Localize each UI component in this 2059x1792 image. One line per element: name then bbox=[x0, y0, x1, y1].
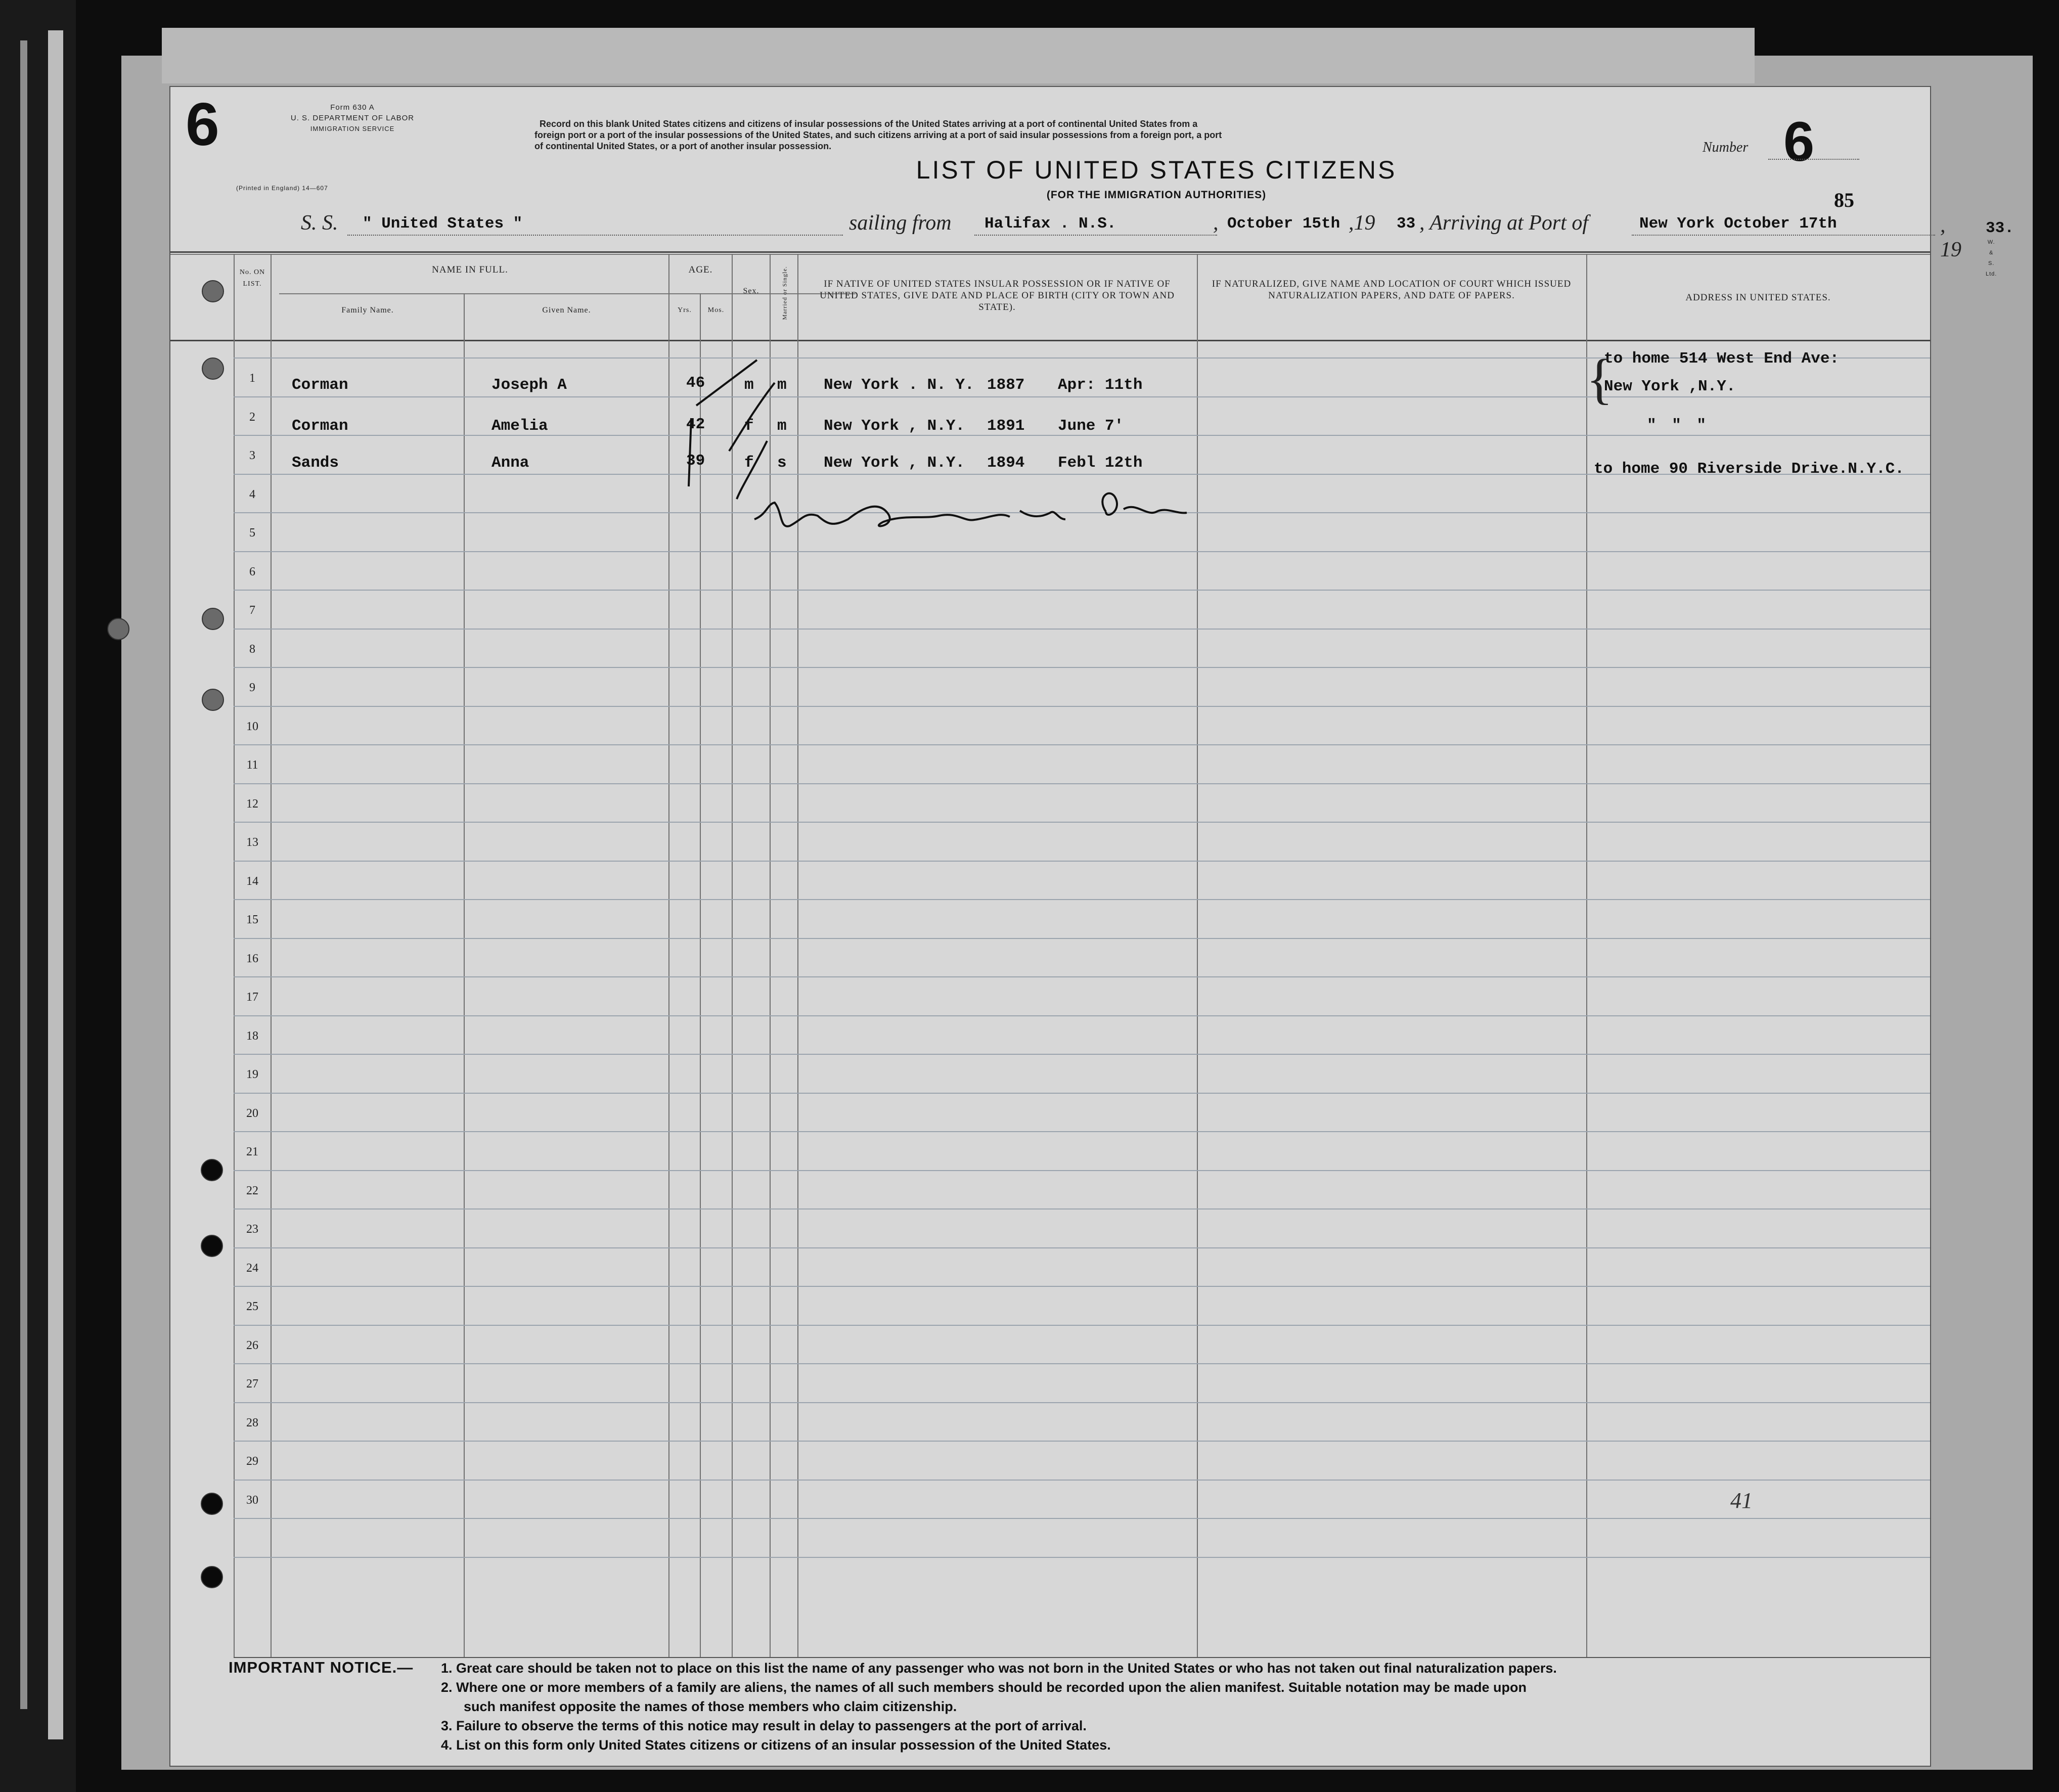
arriving-label-text: Arriving at Port of bbox=[1429, 211, 1589, 235]
row-rule bbox=[234, 899, 1930, 900]
row-number: 3 bbox=[249, 449, 255, 463]
col-family-name: Family Name. bbox=[341, 306, 394, 315]
arrival-year: 33. bbox=[1986, 219, 2014, 237]
punch-hole bbox=[201, 1566, 223, 1588]
address-line: New York ,N.Y. bbox=[1604, 378, 1736, 395]
row-number: 5 bbox=[249, 526, 255, 540]
sex: m bbox=[744, 376, 754, 394]
punch-hole bbox=[202, 689, 224, 711]
row-number: 28 bbox=[246, 1416, 258, 1429]
row-rule bbox=[234, 1441, 1930, 1442]
birthplace: New York , N.Y. bbox=[824, 454, 965, 472]
background-left-page bbox=[0, 0, 76, 1792]
row-rule bbox=[234, 1480, 1930, 1481]
address-line: to home 514 West End Ave: bbox=[1604, 350, 1840, 368]
row-number: 9 bbox=[249, 681, 255, 695]
punch-hole bbox=[201, 1159, 223, 1181]
arriving-label: , Arriving at Port of bbox=[1419, 211, 1589, 235]
check-mark-stroke bbox=[689, 418, 691, 486]
row-rule bbox=[234, 1131, 1930, 1132]
col-age-mos: Mos. bbox=[707, 306, 725, 314]
year-prefix-text: 19 bbox=[1354, 211, 1375, 235]
arrival-year-prefix: , 19 bbox=[1940, 214, 1961, 261]
address-ditto: " " " bbox=[1647, 417, 1710, 434]
row-number: 29 bbox=[246, 1455, 258, 1468]
birth-year: 1887 bbox=[987, 376, 1025, 394]
address-line: to home 90 Riverside Drive.N.Y.C. bbox=[1594, 460, 1904, 478]
col-given-name: Given Name. bbox=[542, 306, 591, 315]
col-birthplace: IF NATIVE OF UNITED STATES INSULAR POSSESSION OR IF NATIVE OF UNITED STATES, GIVE DATE AND PLACE OF BIRTH (CITY OR TOWN AND STATE). bbox=[820, 279, 1175, 312]
row-rule bbox=[234, 590, 1930, 591]
age-years: 39 bbox=[686, 452, 705, 470]
form-id: Form 630 A bbox=[330, 103, 375, 112]
year-prefix: ,19 bbox=[1349, 211, 1375, 235]
row-rule bbox=[234, 1208, 1930, 1209]
address-bracket: { bbox=[1586, 348, 1613, 410]
row-rule bbox=[234, 1325, 1930, 1326]
number-label: Number bbox=[1703, 140, 1749, 155]
check-mark-stroke bbox=[737, 441, 767, 499]
given-name: Anna bbox=[491, 454, 529, 472]
check-mark-stroke bbox=[696, 360, 757, 406]
col-sex: Sex. bbox=[743, 287, 759, 295]
given-name: Joseph A bbox=[491, 376, 567, 394]
background-sheet-top-edge bbox=[162, 28, 1755, 83]
row-number: 10 bbox=[246, 720, 258, 733]
departure-port: Halifax . N.S. bbox=[984, 215, 1116, 233]
age-years: 42 bbox=[686, 416, 705, 433]
family-name: Sands bbox=[292, 454, 339, 472]
row-number: 15 bbox=[246, 913, 258, 927]
departure-year: 33 bbox=[1397, 215, 1416, 233]
row-number: 22 bbox=[246, 1184, 258, 1197]
row-rule bbox=[234, 667, 1930, 668]
birth-date: Febl 12th bbox=[1058, 454, 1143, 472]
marital-status: s bbox=[777, 454, 787, 472]
manifest-sheet bbox=[169, 86, 2014, 1767]
instruction-line: Record on this blank United States citizens and citizens of insular possessions of the United States arriving at a port of continental United States from a bbox=[540, 119, 1198, 129]
notice-item: such manifest opposite the names of those members who claim citizenship. bbox=[464, 1699, 957, 1714]
ship-name: " United States " bbox=[363, 215, 523, 233]
row-number: 30 bbox=[246, 1493, 258, 1507]
birth-date: Apr: 11th bbox=[1058, 376, 1143, 394]
row-rule bbox=[234, 1402, 1930, 1403]
birth-year: 1894 bbox=[987, 454, 1025, 472]
row-rule bbox=[234, 938, 1930, 939]
row-number: 16 bbox=[246, 952, 258, 965]
birthplace: New York , N.Y. bbox=[824, 417, 965, 435]
department: U. S. DEPARTMENT OF LABOR bbox=[290, 114, 415, 122]
row-rule bbox=[234, 1054, 1930, 1055]
col-age-yrs: Yrs. bbox=[678, 306, 692, 314]
row-number: 8 bbox=[249, 642, 255, 656]
row-rule bbox=[234, 706, 1930, 707]
handwriting-layer bbox=[666, 320, 1414, 532]
background-page-edge bbox=[48, 30, 63, 1739]
printer-mark: W. & S. Ltd. bbox=[1986, 239, 1997, 277]
signature-stroke bbox=[1124, 507, 1187, 513]
row-rule bbox=[234, 861, 1930, 862]
row-number: 17 bbox=[246, 991, 258, 1004]
birthplace: New York . N. Y. bbox=[824, 376, 974, 394]
row-number: 13 bbox=[246, 836, 258, 849]
col-name-in-full: NAME IN FULL. bbox=[432, 264, 508, 275]
background-binder-strip bbox=[20, 40, 27, 1709]
punch-hole bbox=[201, 1235, 223, 1257]
row-rule bbox=[234, 1093, 1930, 1094]
row-number: 19 bbox=[246, 1068, 258, 1082]
row-number: 1 bbox=[249, 372, 255, 385]
corner-number: 41 bbox=[1730, 1488, 1753, 1513]
comma: , bbox=[1213, 211, 1219, 235]
notice-item: 4. List on this form only United States citizens or citizens of an insular possession of the United States. bbox=[441, 1737, 1111, 1753]
row-number: 12 bbox=[246, 797, 258, 811]
age-years: 46 bbox=[686, 374, 705, 392]
notice-heading: IMPORTANT NOTICE.— bbox=[229, 1659, 414, 1676]
row-number: 11 bbox=[246, 758, 258, 772]
printed-note: (Printed in England) 14—607 bbox=[236, 185, 328, 192]
col-naturalization: IF NATURALIZED, GIVE NAME AND LOCATION OF COURT WHICH ISSUED NATURALIZATION PAPERS, AND DATE OF PAPERS. bbox=[1212, 279, 1572, 301]
ss-label: S. S. bbox=[301, 211, 338, 235]
col-married: Married or Single. bbox=[781, 266, 788, 320]
row-number: 2 bbox=[249, 410, 255, 424]
punch-hole bbox=[202, 357, 224, 380]
marital-status: m bbox=[777, 376, 787, 394]
arrival-port-date: New York October 17th bbox=[1639, 215, 1837, 233]
sailing-from-label: sailing from bbox=[849, 211, 952, 235]
row-rule bbox=[234, 551, 1930, 552]
instruction-line: foreign port or a port of the insular possessions of the United States, and such citizens arriving at a port of said insular possessions from a foreign port, a port bbox=[534, 130, 1222, 140]
family-name: Corman bbox=[292, 376, 348, 394]
row-rule bbox=[234, 1557, 1930, 1558]
instructions bbox=[534, 118, 1768, 152]
col-no-on-list: No. ON LIST. bbox=[239, 268, 265, 288]
row-rule bbox=[234, 629, 1930, 630]
row-rule bbox=[234, 1170, 1930, 1171]
page-title: LIST OF UNITED STATES CITIZENS bbox=[916, 156, 1397, 184]
left-form-number: 6 bbox=[186, 91, 219, 158]
row-number: 26 bbox=[246, 1338, 258, 1352]
row-number: 14 bbox=[246, 874, 258, 888]
form-number: 6 bbox=[1783, 111, 1815, 173]
row-number: 24 bbox=[246, 1261, 258, 1275]
notice-item: 2. Where one or more members of a family are aliens, the names of all such members should be recorded upon the alien manifest. Suitable notation may be made upon bbox=[441, 1680, 1527, 1695]
row-rule bbox=[234, 744, 1930, 745]
notice-item: 3. Failure to observe the terms of this notice may result in delay to passengers at the port of arrival. bbox=[441, 1718, 1087, 1733]
row-rule bbox=[234, 1247, 1930, 1248]
sex: f bbox=[744, 417, 754, 435]
row-number: 25 bbox=[246, 1300, 258, 1314]
row-rule bbox=[234, 1286, 1930, 1287]
punch-hole bbox=[107, 618, 129, 640]
form-id-block bbox=[261, 102, 443, 134]
row-number: 20 bbox=[246, 1106, 258, 1120]
page-number: 85 bbox=[1834, 189, 1854, 211]
birth-date: June 7' bbox=[1058, 417, 1124, 435]
page-subtitle: (FOR THE IMMIGRATION AUTHORITIES) bbox=[1046, 189, 1267, 201]
birth-year: 1891 bbox=[987, 417, 1025, 435]
punch-hole bbox=[201, 1493, 223, 1515]
service: IMMIGRATION SERVICE bbox=[310, 125, 395, 132]
family-name: Corman bbox=[292, 417, 348, 435]
punch-hole bbox=[202, 608, 224, 630]
signature-stroke bbox=[754, 503, 1010, 526]
given-name: Amelia bbox=[491, 417, 548, 435]
row-rule bbox=[234, 976, 1930, 977]
row-number: 18 bbox=[246, 1029, 258, 1043]
row-rule bbox=[234, 822, 1930, 823]
row-number: 6 bbox=[249, 565, 255, 578]
sex: f bbox=[744, 454, 754, 472]
notice-item: 1. Great care should be taken not to place on this list the name of any passenger who was not born in the United States or who has not taken out final naturalization papers. bbox=[441, 1661, 1557, 1676]
row-number: 4 bbox=[249, 487, 255, 501]
col-address: ADDRESS IN UNITED STATES. bbox=[1685, 292, 1831, 303]
row-number: 23 bbox=[246, 1223, 258, 1236]
row-rule bbox=[234, 783, 1930, 784]
row-number: 21 bbox=[246, 1145, 258, 1159]
row-rule bbox=[234, 1518, 1930, 1519]
row-rule bbox=[234, 1015, 1930, 1016]
signature-stroke bbox=[1020, 511, 1065, 519]
arrival-year-prefix-text: 19 bbox=[1940, 238, 1961, 261]
departure-date: October 15th bbox=[1227, 215, 1340, 233]
punch-hole bbox=[202, 280, 224, 302]
row-rule bbox=[234, 1363, 1930, 1364]
marital-status: m bbox=[777, 417, 787, 435]
col-age: AGE. bbox=[688, 264, 713, 275]
signature-stroke bbox=[1102, 494, 1117, 515]
row-number: 7 bbox=[249, 604, 255, 617]
check-mark-stroke bbox=[729, 383, 775, 451]
instruction-line: of continental United States, or a port of another insular possession. bbox=[534, 141, 832, 151]
row-number: 27 bbox=[246, 1377, 258, 1391]
